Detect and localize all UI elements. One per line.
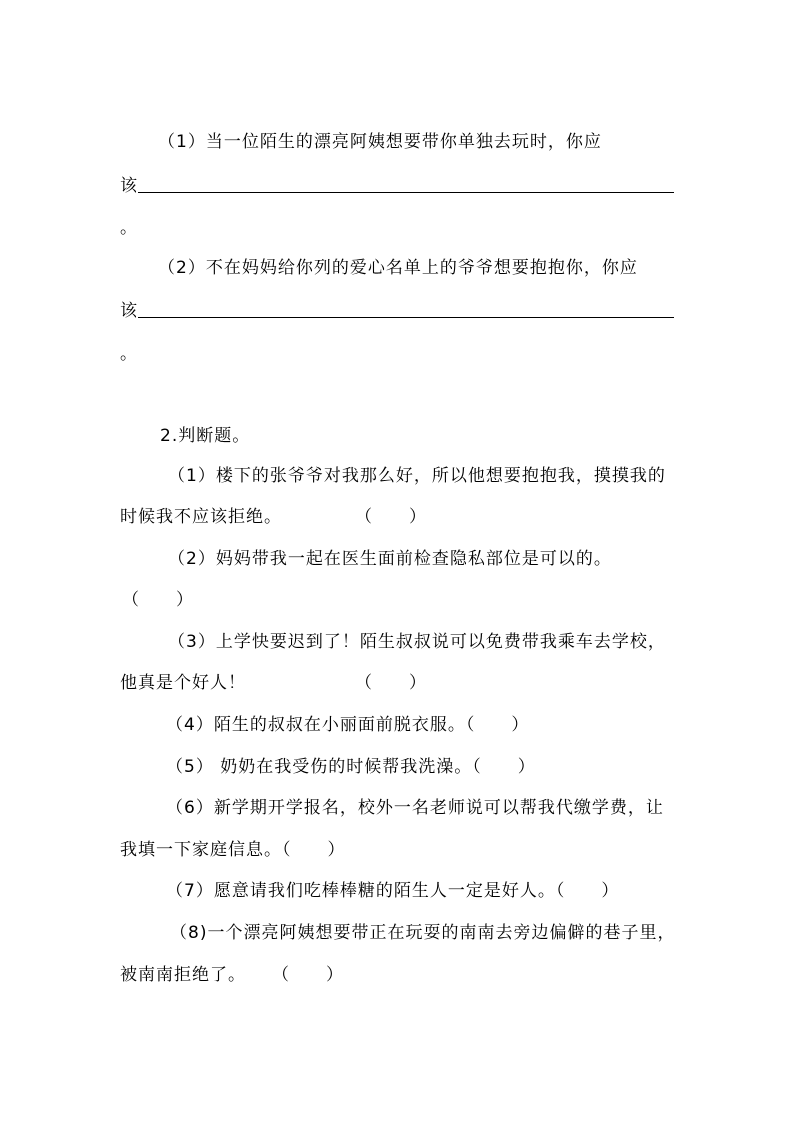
judge-item-1-paren[interactable]: （ ）: [355, 507, 427, 527]
judge-item-2-line1: （2）妈妈带我一起在医生面前检查隐私部位是可以的。: [168, 549, 612, 569]
question-1-end: 。: [120, 218, 138, 238]
judge-item-3-paren[interactable]: （ ）: [355, 673, 427, 693]
section-2-title: 2.判断题。: [160, 426, 251, 446]
question-2-text: （2）不在妈妈给你列的爱心名单上的爷爷想要抱抱你，你应: [158, 258, 638, 278]
judge-item-3-line1: （3）上学快要迟到了！陌生叔叔说可以免费带我乘车去学校，: [168, 632, 666, 652]
judge-item-8-line2: 被南南拒绝了。: [120, 965, 246, 985]
judge-item-4: （4）陌生的叔叔在小丽面前脱衣服。（ ）: [166, 715, 530, 735]
answer-line-2[interactable]: [138, 317, 674, 318]
judge-item-8-line1: （8)一个漂亮阿姨想要带正在玩耍的南南去旁边偏僻的巷子里，: [170, 923, 676, 943]
question-2-end: 。: [120, 344, 138, 364]
question-1-text: （1）当一位陌生的漂亮阿姨想要带你单独去玩时，你应: [158, 132, 602, 152]
answer-line-1[interactable]: [138, 192, 674, 193]
judge-item-7: （7）愿意请我们吃棒棒糖的陌生人一定是好人。（ ）: [166, 881, 620, 901]
judge-item-1-line1: （1）楼下的张爷爷对我那么好，所以他想要抱抱我，摸摸我的: [168, 466, 666, 486]
judge-item-6-line1: （6）新学期开学报名，校外一名老师说可以帮我代缴学费，让: [166, 798, 664, 818]
judge-item-2-paren[interactable]: （ ）: [122, 590, 194, 610]
judge-item-8-paren[interactable]: （ ）: [272, 965, 344, 985]
question-2-prefix: 该: [120, 301, 138, 321]
judge-item-6-line2: 我填一下家庭信息。（ ）: [120, 840, 346, 860]
judge-item-3-line2: 他真是个好人！: [120, 673, 246, 693]
question-1-prefix: 该: [120, 176, 138, 196]
judge-item-1-line2: 时候我不应该拒绝。: [120, 507, 282, 527]
judge-item-5: （5） 奶奶在我受伤的时候帮我洗澡。（ ）: [166, 757, 536, 777]
